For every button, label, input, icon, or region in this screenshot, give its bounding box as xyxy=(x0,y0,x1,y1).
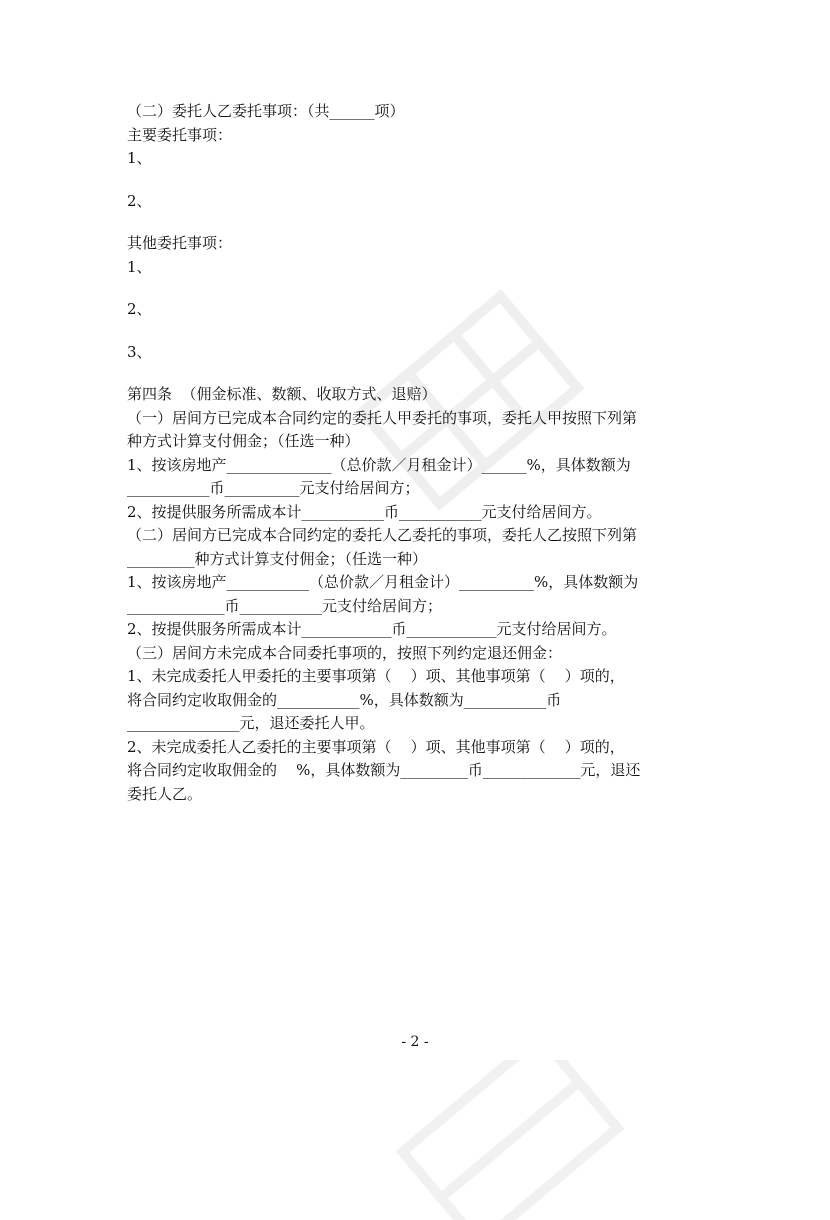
text-line: 委托人乙。 xyxy=(127,784,203,803)
text-line: 1、按该房地产______________（总价款／月租金计）______%，具体数额为 xyxy=(127,455,631,474)
article-heading: 第四条 （佣金标准、数额、收取方式、退赔） xyxy=(127,385,437,403)
blank-line xyxy=(127,213,707,232)
list-item: 1、 xyxy=(127,149,152,167)
text-line: （二）居间方已完成本合同约定的委托人乙委托的事项，委托人乙按照下列第 xyxy=(127,526,638,544)
text-line: ___________币__________元支付给居间方； xyxy=(127,479,420,497)
text-line: 其他委托事项： xyxy=(127,234,233,252)
list-item: 1、 xyxy=(127,257,152,276)
document-body xyxy=(127,100,707,806)
text-line: 主要委托事项： xyxy=(127,125,233,144)
blank-line xyxy=(127,279,707,298)
text-line: （一）居间方已完成本合同约定的委托人甲委托的事项，委托人甲按照下列第 xyxy=(127,408,638,427)
blank-line xyxy=(127,171,707,190)
text-line: _______________元，退还委托人甲。 xyxy=(127,714,375,732)
text-line: 将合同约定收取佣金的 %，具体数额为_________币_____________元，退还 xyxy=(127,761,641,779)
page-number: - 2 - xyxy=(401,1034,429,1050)
text-line: 1、未完成委托人甲委托的主要事项第（ ）项、其他事项第（ ）项的， xyxy=(127,667,625,685)
section-heading: （二）委托人乙委托事项：（共______项） xyxy=(127,102,405,120)
list-item: 3、 xyxy=(127,342,152,361)
text-line: _____________币___________元支付给居间方； xyxy=(127,596,443,615)
watermark-logo-icon xyxy=(380,1060,640,1220)
text-line: 2、未完成委托人乙委托的主要事项第（ ）项、其他事项第（ ）项的， xyxy=(127,737,625,756)
blank-line xyxy=(127,364,707,383)
text-line: 种方式计算支付佣金；（任选一种） xyxy=(127,432,360,450)
blank-line xyxy=(127,322,707,341)
text-line: 1、按该房地产___________（总价款／月租金计）__________%，具体数额为 xyxy=(127,573,639,591)
list-item: 2、 xyxy=(127,191,152,210)
text-line: 将合同约定收取佣金的___________%，具体数额为___________币 xyxy=(127,690,562,709)
text-line: 2、按提供服务所需成本计___________币___________元支付给居间方。 xyxy=(127,502,602,521)
text-line: 2、按提供服务所需成本计____________币____________元支付给居间方。 xyxy=(127,620,617,638)
text-line: _________种方式计算支付佣金；（任选一种） xyxy=(127,549,428,568)
list-item: 2、 xyxy=(127,300,152,318)
text-line: （三）居间方未完成本合同委托事项的，按照下列约定退还佣金： xyxy=(127,643,563,662)
